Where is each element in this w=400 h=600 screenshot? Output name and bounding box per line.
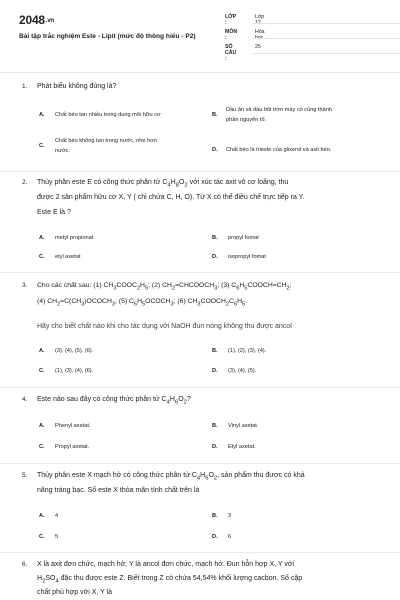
meta-lop-value: Lớp 12 [255,14,265,26]
option-text-line1: Chất béo không tan trong nước, nhẹ hơn [55,138,157,144]
option-text: (3), (4), (5), (6). [55,348,94,354]
option-label: D. [212,368,218,374]
question-text-line2: (4) $CH_2=C(CH_3)OCOCH_3$; (5) $C_6H_5OCOCH_3$; (6) $CH_3COOCH_2C_6H_5$. [37,298,248,308]
option-label: C. [39,254,45,260]
option-text: Chất béo là trieste của glixerol và axit béo. [226,147,332,153]
option-text: Chất béo tan nhiều trong dung môi hữu cơ [55,112,161,118]
option-text-line2: nước. [55,148,70,154]
question-text-line1: Thủy phân este X mạch hở có công thức phân tử $C_4H_6O_2$, sản phẩm thu được có khả [37,472,305,482]
option-text: Etyl axetat. [228,444,256,450]
option-label: C. [39,143,45,149]
meta-socau-label: SỐ CÂU : [225,44,237,62]
option-label: B. [212,423,218,429]
option-text: 6 [228,534,232,540]
question-text-line2: được 2 sản phẩm hữu cơ X, Y ( chỉ chứa C, H, O). Từ X có thể điều chế trực tiếp ra Y. [37,194,305,201]
meta-divider [253,38,400,39]
option-label: B. [212,513,218,519]
question-text-line2: $H_2SO_4$ đặc thu được este Z. Biết trong Z có chứa 54,54% khối lượng cacbon. Số cặp [37,575,303,585]
question-text-line3: Este E là ? [37,209,71,216]
option-label: C. [39,534,45,540]
meta-divider [253,23,400,24]
option-label: A. [39,235,45,241]
question-text-line1: Cho các chất sau: (1) $CH_3COOC_2H_5$; (2) $CH_2=CHCOOCH_3$; (3) $C_6H_5COOCH=CH_2$; [37,282,292,292]
option-text: Vinyl axetat. [228,423,259,429]
option-label: B. [212,348,218,354]
question-text-line2: năng tráng bạc. Số este X thỏa mãn tính chất trên là [37,487,200,494]
question-text-line3: chất phù hợp với X, Y là [37,589,113,596]
question-number: 4. [22,396,28,403]
option-label: C. [39,368,45,374]
option-text: etyl axetat [55,254,81,260]
question-subtext: Hãy cho biết chất nào khi cho tác dụng với NaOH đun nóng không thu được ancol [37,323,292,330]
option-text: (3), (4), (5). [228,368,257,374]
document-title: Bài tập trắc nghiệm Este - Lipit (mức độ thông hiểu - P2) [19,33,196,40]
divider [0,272,400,273]
question-number: 6. [22,561,28,568]
meta-mon-value: Hóa học [255,29,265,41]
question-text-line1: X là axit đơn chức, mạch hở; Y là ancol đơn chức, mạch hở. Đun hỗn hợp X, Y với [37,561,295,568]
option-text: metyl propionat [55,235,94,241]
option-label: A. [39,348,45,354]
option-text-line2: phần nguyên tố. [226,117,267,123]
option-label: D. [212,254,218,260]
brand-logo[interactable] [19,13,54,27]
option-text: 3 [228,513,232,519]
question-number: 5. [22,472,28,479]
question-text: Phát biểu không đúng là? [37,83,117,90]
option-text: 4 [55,513,59,519]
option-label: B. [212,112,218,118]
meta-divider [253,53,400,54]
option-label: A. [39,423,45,429]
option-text: (1), (3), (4), (6). [55,368,94,374]
option-label: D. [212,444,218,450]
option-text: 5 [55,534,59,540]
brand-suffix: .vn [45,17,54,24]
option-label: A. [39,513,45,519]
option-text: Phenyl axetat. [55,423,91,429]
option-label: D. [212,147,218,153]
question-text-line1: Thủy phân este E có công thức phân tử $C_4H_8O_2$ với xúc tác axit vô cơ loãng, thu [37,179,289,189]
option-label: A. [39,112,45,118]
meta-mon-label: MÔN : [225,29,238,41]
document-header [0,0,400,73]
meta-lop-label: LỚP : [225,14,236,26]
option-label: C. [39,444,45,450]
option-text: (1), (2), (3), (4). [228,348,267,354]
brand-name: 2048 [19,13,45,27]
divider [0,387,400,388]
divider [0,552,400,553]
option-label: D. [212,534,218,540]
option-text-line1: Dầu ăn và dầu bôi trơn máy có cùng thành [226,107,332,113]
option-text: propyl fomat [228,235,259,241]
option-label: B. [212,235,218,241]
question-text: Este nào sau đây có công thức phân tử $C_4H_6O_2$? [37,396,191,406]
question-number: 3. [22,282,28,289]
divider [0,463,400,464]
option-text: isopropyl fomat [228,254,266,260]
option-text: Propyl axetat. [55,444,90,450]
question-number: 1. [22,83,28,90]
question-number: 2. [22,179,28,186]
divider [0,171,400,172]
meta-socau-value: 25 [255,44,261,50]
